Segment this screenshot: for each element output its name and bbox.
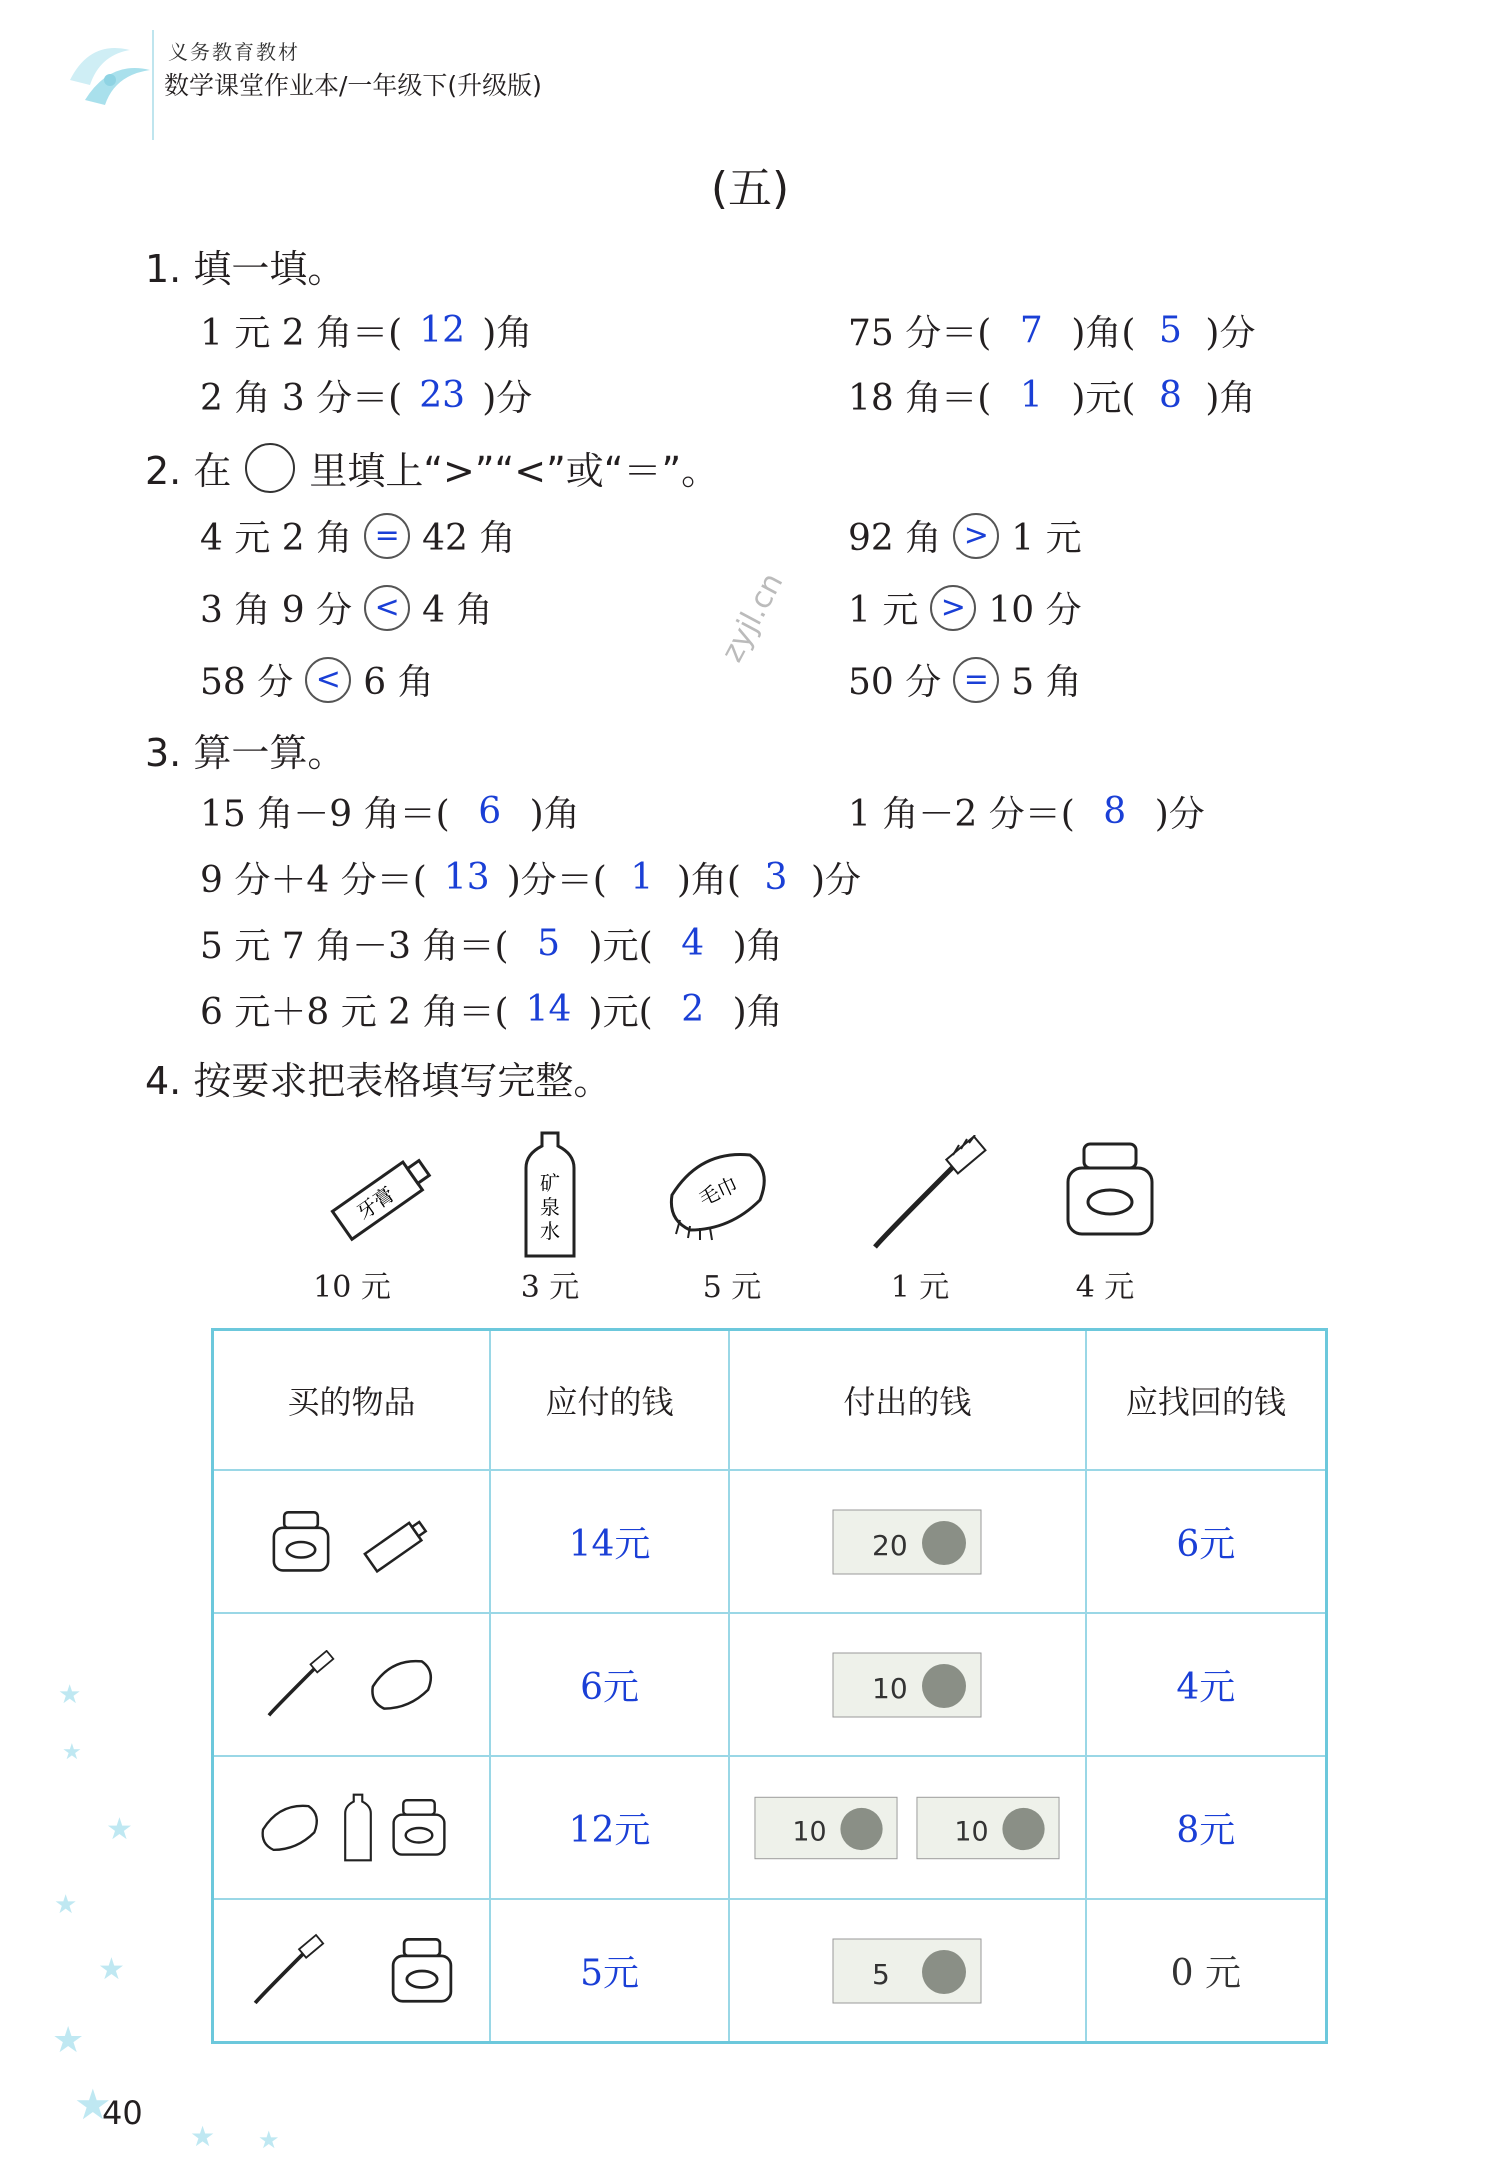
table-row [213,1899,1327,2043]
q1-item-text: )元( [1071,378,1136,419]
star-icon: ★ [58,1680,82,1710]
answer: 5 [1158,310,1182,351]
should-pay-cell: 5元 [490,1899,729,2043]
q2-item-5 [200,654,434,705]
q1-item-text: 2 角 3 分＝( [200,378,403,419]
q1-heading: 1. 填一填。 [145,247,346,291]
compare-circle[interactable]: = [953,657,999,703]
items-cell [213,1899,491,2043]
answer: 23 [419,375,466,416]
compare-left: 3 角 9 分 [200,590,353,631]
compare-circle[interactable]: = [364,513,410,559]
q3-item-text: )分＝( [506,860,607,901]
banknote-icon [832,1938,982,2004]
q3-item-text: )元( [588,926,653,967]
should-pay-cell: 14元 [490,1470,729,1613]
jar-icon [270,1509,332,1575]
header-divider [152,30,154,140]
water-bottle-icon [520,1128,580,1263]
q3-item-text: )角 [732,926,783,967]
price-label: 1 元 [890,1270,950,1305]
price-label: 5 元 [702,1270,762,1305]
banknote-value: 5 [872,1957,891,1991]
towel-icon [365,1652,441,1718]
toothbrush-icon [263,1650,339,1720]
answer: 12 [419,310,466,351]
answer: 4 [681,923,705,964]
q1-item-text: )分 [482,378,533,419]
banknote-value: 20 [872,1528,908,1562]
empty-circle-icon [245,443,295,493]
q3-item-text: )元( [588,992,653,1033]
q3-item-4 [200,918,783,969]
change-cell: 4元 [1086,1613,1327,1756]
q2-heading-pre: 2. 在 [145,449,232,493]
q2-item-1 [200,510,515,561]
svg-text:水: 水 [540,1219,560,1243]
star-icon: ★ [98,1952,125,1987]
q3-item-text: 6 元＋8 元 2 角＝( [200,992,509,1033]
q1-item-3 [200,370,532,421]
compare-left: 50 分 [848,662,942,703]
table-row [213,1613,1327,1756]
star-icon: ★ [106,1812,133,1847]
jar-icon [1062,1140,1158,1240]
compare-circle[interactable]: < [305,657,351,703]
jar-icon [389,1936,455,2006]
q1-item-text: 75 分＝( [848,313,992,354]
compare-left: 92 角 [848,518,942,559]
answer: 13 [443,857,490,898]
star-icon: ★ [54,1890,78,1920]
series-title: 义务教育教材 [168,40,300,64]
price-label: 10 元 [313,1270,391,1305]
star-icon: ★ [52,2020,85,2061]
items-cell [213,1470,491,1613]
water-bottle-icon [342,1790,374,1866]
compare-right: 1 元 [1011,518,1082,559]
banknote-value: 10 [792,1815,827,1847]
answer: 1 [630,857,654,898]
answer: 1 [1019,375,1043,416]
answer: 8 [1103,791,1127,832]
q2-heading [145,440,719,495]
compare-circle[interactable]: > [953,513,999,559]
change-cell: 0 元 [1086,1899,1327,2043]
answer: 14 [525,989,572,1030]
q3-item-text: 1 角－2 分＝( [848,794,1075,835]
answer: 7 [1019,310,1043,351]
q1-item-4 [848,370,1255,421]
should-pay-cell: 6元 [490,1613,729,1756]
star-icon: ★ [190,2120,216,2153]
towel-icon [256,1797,326,1859]
towel-label: 毛巾 [695,1172,742,1211]
q4-heading: 4. 按要求把表格填写完整。 [145,1059,612,1103]
compare-right: 10 分 [988,590,1082,631]
q2-heading-post: 里填上“>”“<”或“＝”。 [309,449,720,493]
compare-left: 1 元 [848,590,919,631]
change-cell: 8元 [1086,1756,1327,1899]
q2-item-4 [848,582,1082,633]
banknote-icon [832,1652,982,1718]
answer: 2 [681,989,705,1030]
section-title: (五) [710,163,790,214]
change-cell: 6元 [1086,1470,1327,1613]
table-row [213,1470,1327,1613]
compare-circle[interactable]: > [930,585,976,631]
toothpaste-icon [322,1140,442,1245]
banknote-value: 10 [954,1815,989,1847]
items-cell [213,1613,491,1756]
compare-circle[interactable]: < [364,585,410,631]
banknote-value: 10 [872,1671,908,1705]
compare-left: 4 元 2 角 [200,518,353,559]
q3-item-text: )角 [529,794,580,835]
should-pay-cell: 12元 [490,1756,729,1899]
col-header-should-pay: 应付的钱 [490,1330,729,1471]
star-icon: ★ [62,1740,82,1765]
book-title: 数学课堂作业本/一年级下(升级版) [164,71,542,100]
svg-text:矿: 矿 [540,1171,560,1195]
q2-item-3 [200,582,493,633]
table-row [213,1756,1327,1899]
q3-item-3 [200,852,861,903]
q1-item-text: )角( [1071,313,1136,354]
towel-icon [660,1140,780,1245]
q2-item-2 [848,510,1082,561]
q3-item-text: )分 [1154,794,1205,835]
star-icon: ★ [258,2126,280,2154]
toothpaste-label: 牙膏 [352,1181,399,1225]
svg-text:泉: 泉 [540,1195,560,1219]
paid-cell [729,1470,1086,1613]
q3-item-text: )角 [732,992,783,1033]
toothbrush-icon [865,1135,995,1255]
q3-item-2 [848,786,1205,837]
q1-item-text: )角 [1205,378,1256,419]
col-header-paid: 付出的钱 [729,1330,1086,1471]
q3-item-text: 15 角－9 角＝( [200,794,450,835]
banknote-icon [754,1795,898,1861]
q2-item-6 [848,654,1082,705]
compare-right: 42 角 [422,518,516,559]
banknote-icon [916,1795,1060,1861]
toothbrush-icon [249,1931,329,2011]
q1-item-1 [200,305,532,356]
paid-cell [729,1899,1086,2043]
col-header-items: 买的物品 [213,1330,491,1471]
watermark: zyjl.cn [714,567,791,668]
answer: 8 [1158,375,1182,416]
q3-item-5 [200,984,783,1035]
table-header-row [213,1330,1327,1471]
shopping-table [211,1328,1328,2044]
q3-item-text: 5 元 7 角－3 角＝( [200,926,509,967]
compare-right: 5 角 [1011,662,1082,703]
q3-item-text: )角( [676,860,741,901]
items-cell [213,1756,491,1899]
answer: 5 [537,923,560,964]
q1-item-text: )角 [482,313,533,354]
book-logo [60,30,160,120]
compare-right: 6 角 [363,662,434,703]
compare-right: 4 角 [422,590,493,631]
jar-icon [390,1797,448,1859]
answer: 6 [478,791,502,832]
paid-cell [729,1756,1086,1899]
banknote-icon [832,1509,982,1575]
q3-heading: 3. 算一算。 [145,731,346,775]
toothpaste-icon [358,1509,434,1575]
price-label: 3 元 [520,1270,580,1305]
compare-left: 58 分 [200,662,294,703]
answer: 3 [764,857,788,898]
page-number: 40 [102,2094,143,2132]
star-icon: ★ [74,2080,112,2129]
q1-item-text: )分 [1205,313,1256,354]
q1-item-text: 18 角＝( [848,378,992,419]
q1-item-2 [848,305,1255,356]
paid-cell [729,1613,1086,1756]
col-header-change: 应找回的钱 [1086,1330,1327,1471]
q3-item-1 [200,786,580,837]
q3-item-text: )分 [810,860,861,901]
q1-item-text: 1 元 2 角＝( [200,313,403,354]
price-label: 4 元 [1075,1270,1135,1305]
q3-item-text: 9 分＋4 分＝( [200,860,427,901]
